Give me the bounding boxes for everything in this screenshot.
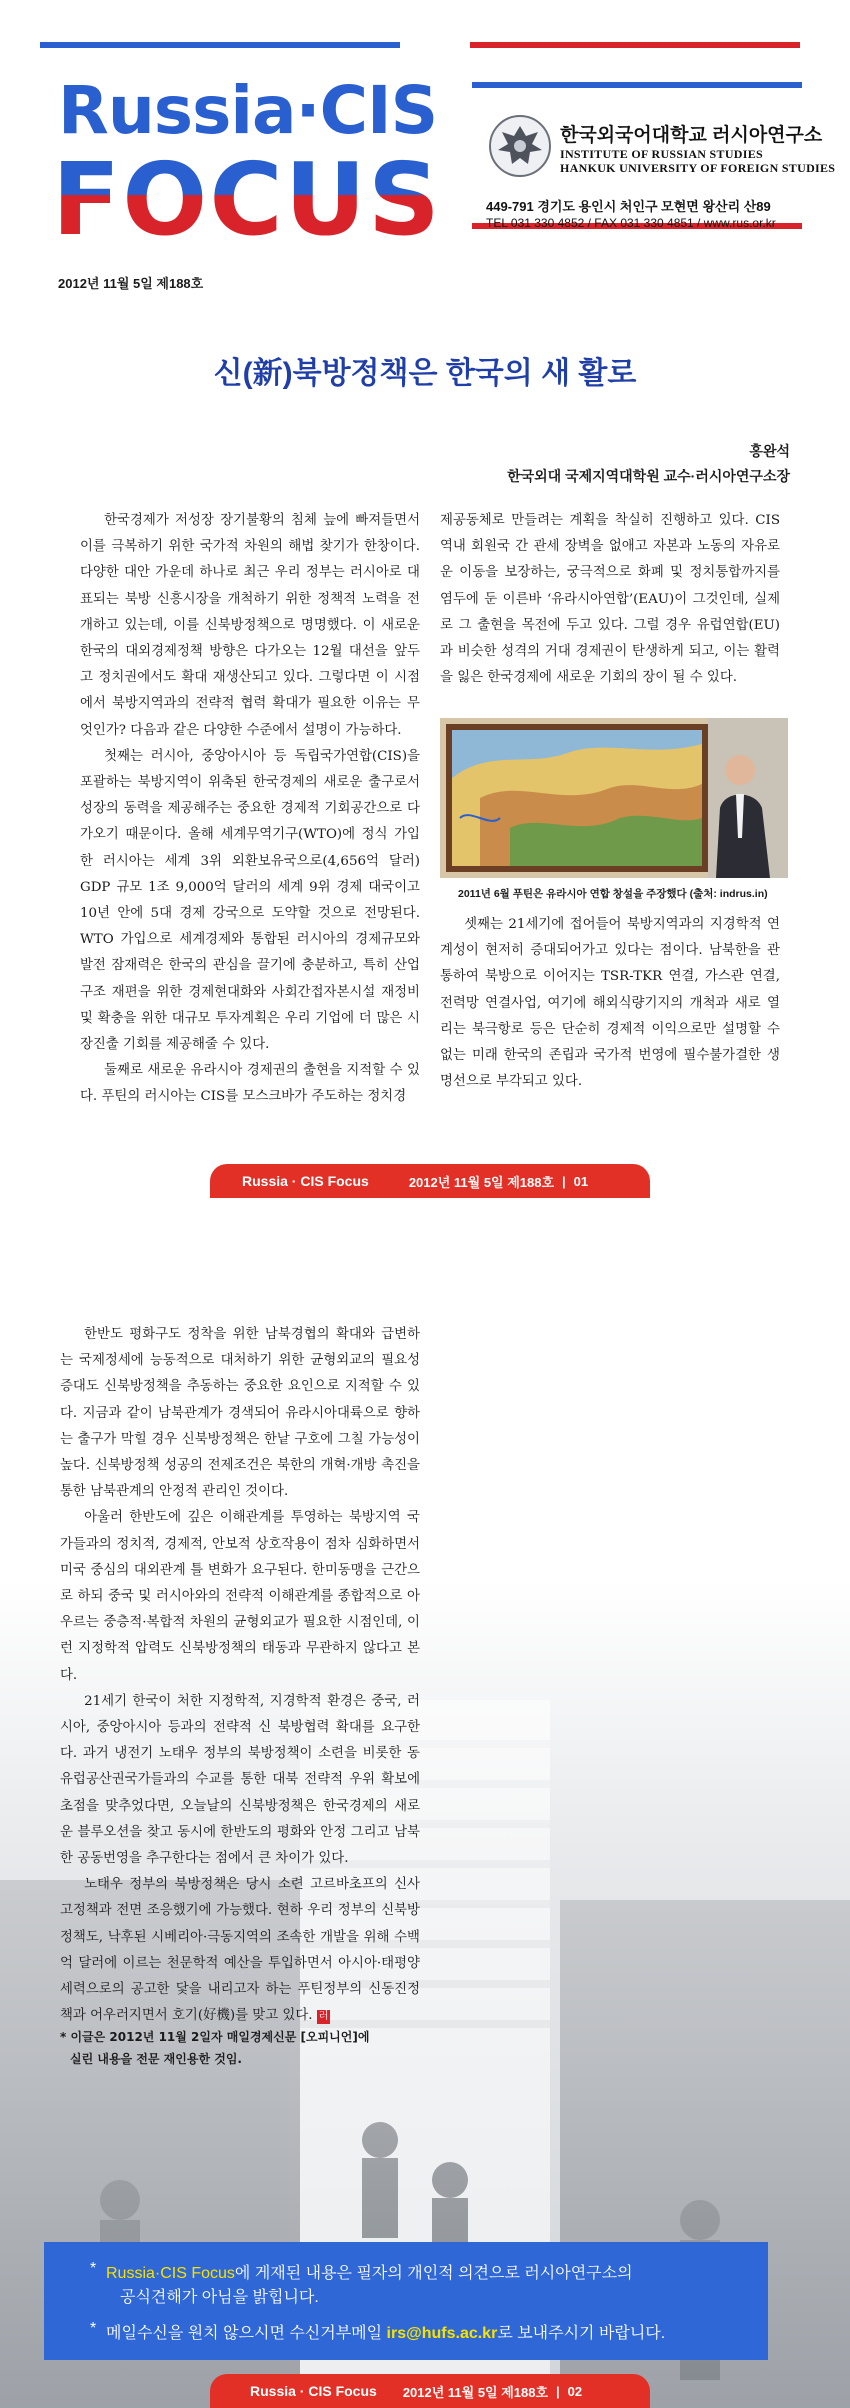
paragraph: 셋째는 21세기에 접어들어 북방지역과의 지경학적 연계성이 현저히 증대되어가고 있다는 점이다. 남북한을 관통하여 북방으로 이어지는 TSR-TKR 연결, 가스관 연결, 전력망 연결사업, 여기에 해외식량기지의 개척과 새로 열리는 북극항로 등은 단순히 경제적 이익으로만 설명할 수 없는 미래 한국의 존립과 국가적 번영에 필수불가결한 생명선으로 부각되고 있다.	[440, 917, 780, 1090]
institute-english-name: INSTITUTE OF RUSSIAN STUDIES HANKUK UNIVERSITY OF FOREIGN STUDIES	[560, 147, 836, 175]
page1-right-column-top	[440, 508, 780, 691]
paragraph: 21세기 한국이 처한 지정학적, 지경학적 환경은 중국, 러시아, 중앙아시아 등과의 전략적 신 북방협력 확대를 요구한다. 과거 냉전기 노태우 정부의 북방정책이 소련을 비롯한 동유럽공산권국가들과의 수교를 통한 대북 전략적 우위 확보에 초점을 맞추었다면, 오늘날의 신북방정책은 한국경제의 새로운 블루오션을 찾고 동시에 한반도의 평화와 안정 그리고 남북한 공동번영을 추구한다는 점에서 큰 차이가 있다.	[60, 1693, 420, 1867]
footer-issue: 2012년 11월 5일 제188호	[408, 1174, 555, 1190]
asterisk-bullet: *	[90, 2260, 97, 2277]
page1-left-column	[80, 508, 420, 1111]
footer-page-number: 01	[573, 1173, 589, 1189]
eagle-crest-icon	[488, 114, 552, 178]
footer-separator: |	[562, 1173, 566, 1189]
footer-issue: 2012년 11월 5일 제188호	[402, 2384, 549, 2400]
institute-name: 한국외국어대학교 러시아연구소	[560, 125, 823, 146]
disclaimer-line-1: * Russia·CIS Focus에 게재된 내용은 필자의 개인적 의견으로 러시아연구소의	[90, 2260, 633, 2282]
photo-caption: 2011년 6월 푸틴은 유라시아 연합 창설을 주장했다 (출처: indrus.in)	[458, 888, 768, 900]
asterisk-bullet: *	[90, 2320, 97, 2337]
page2-column	[60, 1322, 420, 2029]
logo-focus: FOCUS	[52, 141, 442, 258]
paragraph: 아울러 한반도에 깊은 이해관계를 투영하는 북방지역 국가들과의 정치적, 경제적, 안보적 상호작용이 점차 심화하면서 미국 중심의 대외관계 틀 변화가 요구된다. 한미동맹을 근간으로 하되 중국 및 러시아와의 전략적 이해관계를 종합적으로 아우르는 중층적·복합적 차원의 균형외교가 필요한 시점인데, 이런 지정학적 압력도 신북방정책의 태동과 무관하지 않다고 본다.	[60, 1510, 420, 1683]
paragraph: 한국경제가 저성장 장기불황의 침체 늪에 빠져들면서 이를 극복하기 위한 국가적 차원의 해법 찾기가 한창이다. 다양한 대안 가운데 하나로 최근 우리 정부는 러시아로 대표되는 북방 신흥시장을 개척하기 위한 정책적 노력을 전개하고 있는데, 이를 신북방정책으로 명명했다. 이 새로운 한국의 대외경제정책 방향은 다가오는 12월 대선을 앞두고 정치권에서도 확대 재생산되고 있다. 그렇다면 이 시점에서 북방지역과의 전략적 협력 확대가 필요한 이유는 무엇인가? 다음과 같은 다양한 수준에서 설명이 가능하다.	[80, 513, 420, 738]
paragraph: 한반도 평화구도 정착을 위한 남북경협의 확대와 급변하는 국제정세에 능동적으로 대처하기 위한 균형외교의 필요성 증대도 신북방정책을 추동하는 중요한 요인으로 지적할 수 있다. 지금과 같이 남북관계가 경색되어 유라시아대륙으로 향하는 출구가 막힐 경우 신북방정책은 한낱 구호에 그칠 가능성이 높다. 신북방정책 성공의 전제조건은 북한의 개혁·개방 촉진을 통한 남북관계의 안정적 관리인 것이다.	[60, 1327, 420, 1500]
institute-contact: TEL 031 330 4852 / FAX 031 330 4851 / www.rus.or.kr	[486, 216, 776, 230]
paragraph: 첫째는 러시아, 중앙아시아 등 독립국가연합(CIS)을 포괄하는 북방지역이 위축된 한국경제의 새로운 출구로서 성장의 동력을 제공해주는 중요한 경제적 기회공간으로 다가오기 때문이다. 올해 세계무역기구(WTO)에 정식 가입한 러시아는 세계 3위 외환보유국으로(4,656억 달러) GDP 규모 1조 9,000억 달러의 세계 9위 경제 대국이고 10년 안에 5대 경제 강국으로 도약할 것으로 전망된다. WTO 가입으로 세계경제와 통합된 러시아의 경제규모와 발전 잠재력은 한국의 관심을 끌기에 충분하고, 특히 산업구조 재편을 위한 경제현대화와 사회간접자본시설 재정비 및 확충을 위한 대규모 투자계획은 우리 기업에 더 많은 시장진출 기회를 제공해줄 수 있다.	[80, 748, 420, 1053]
logo-russia-cis: Russia·CIS	[58, 72, 438, 149]
end-mark-icon: 러	[318, 2011, 329, 2023]
disclaimer-line-2: 공식견해가 아님을 밝힙니다.	[120, 2289, 319, 2306]
footer-page-number: 02	[567, 2383, 583, 2399]
footer-brand: Russia · CIS Focus	[250, 2383, 377, 2399]
author-name: 홍완석	[749, 443, 790, 459]
paragraph: 제공동체로 만들려는 계획을 착실히 진행하고 있다. CIS 역내 회원국 간 관세 장벽을 없애고 자본과 노동의 자유로운 이동을 보장하는, 궁극적으로 화폐 및 정치통합까지를 염두에 둔 이른바 ‘유라시아연합’(EAU)이 그것인데, 실제로 그 출현을 목전에 두고 있다. 그럴 경우 유럽연합(EU)과 비슷한 성격의 거대 경제권이 탄생하게 되고, 이는 활력을 잃은 한국경제에 새로운 기회의 장이 될 수 있다.	[440, 513, 780, 686]
article-title: 신(新)북방정책은 한국의 새 활로	[213, 357, 637, 390]
unsubscribe-email-link[interactable]: irs@hufs.ac.kr	[386, 2325, 498, 2342]
institute-address: 449-791 경기도 용인시 처인구 모현면 왕산리 산89	[486, 199, 771, 214]
source-note: * 이글은 2012년 11월 2일자 매일경제신문 [오피니언]에 실린 내용을 전문 재인용한 것임.	[60, 2030, 370, 2066]
article-photo	[440, 718, 788, 878]
footer-page-1	[210, 1164, 650, 1198]
footer-page-2	[210, 2374, 650, 2408]
paragraph: 노태우 정부의 북방정책은 당시 소련 고르바초프의 신사고정책과 전면 조응했기에 가능했다. 현하 우리 정부의 신북방정책도, 낙후된 시베리아·극동지역의 조속한 개발을 위해 수백억 달러에 이르는 천문학적 예산을 투입하면서 아시아·태평양세력으로의 공고한 닻을 내리고자 하는 푸틴정부의 신동진정책과 어우러지면서 호기(好機)를 맞고 있다. 러	[60, 1877, 420, 2024]
paragraph: 둘째로 새로운 유라시아 경제권의 출현을 지적할 수 있다. 푸틴의 러시아는 CIS를 모스크바가 주도하는 정치경	[80, 1063, 420, 1105]
footer-brand: Russia · CIS Focus	[242, 1173, 369, 1189]
disclaimer-line-3: * 메일수신을 원치 않으시면 수신거부메일 irs@hufs.ac.kr로 보내주시기 바랍니다.	[90, 2320, 666, 2342]
issue-dateline: 2012년 11월 5일 제188호	[58, 276, 204, 291]
footer-separator: |	[556, 2383, 560, 2399]
header-top-stripes	[0, 38, 850, 52]
author-affiliation: 한국외대 국제지역대학원 교수·러시아연구소장	[507, 468, 790, 484]
disclaimer-box	[44, 2242, 768, 2360]
page1-right-column-bottom	[440, 912, 780, 1095]
